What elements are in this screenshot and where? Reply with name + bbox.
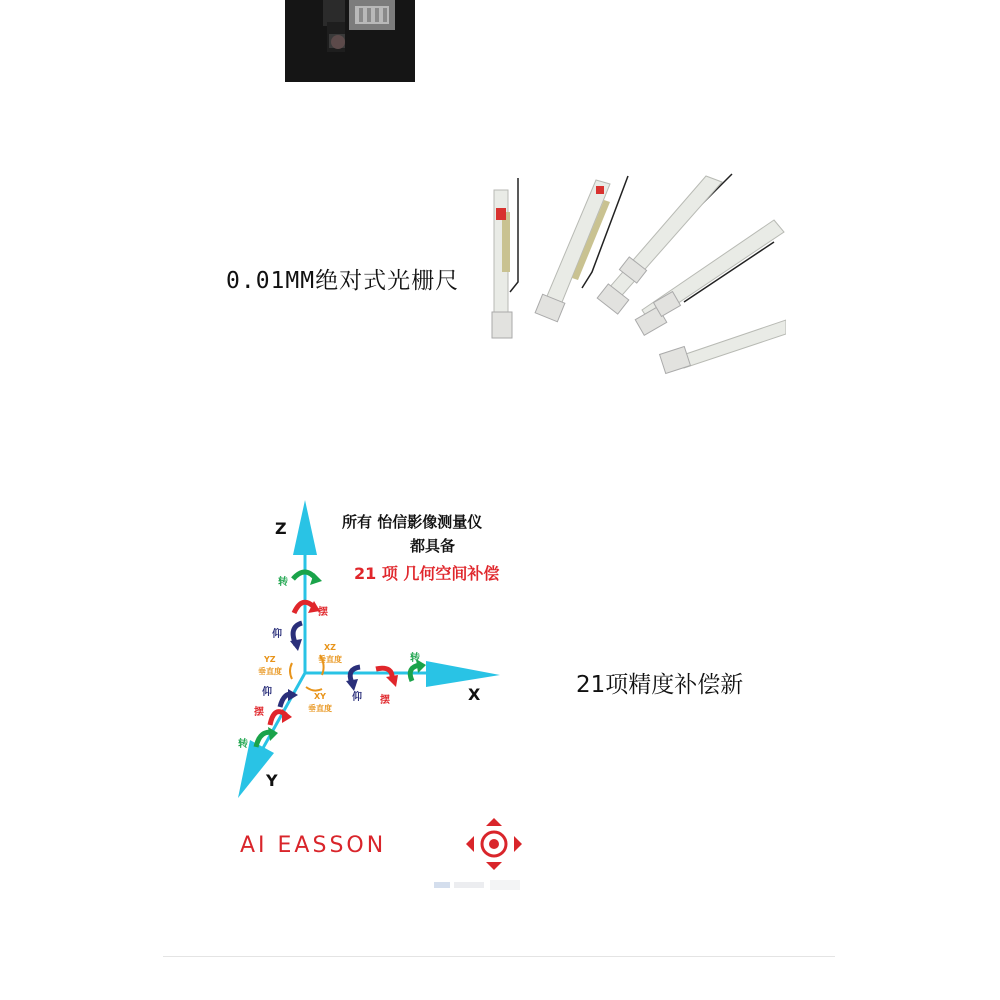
watermark bbox=[430, 876, 530, 894]
z-pitch-label: 仰 bbox=[272, 629, 282, 640]
x-arrow bbox=[426, 661, 500, 687]
x-swing-label: 摆 bbox=[380, 695, 390, 706]
z-axis-label: Z bbox=[275, 519, 287, 538]
grating-ruler-photo bbox=[474, 172, 786, 390]
diagram-header-line2: 都具备 bbox=[410, 537, 456, 555]
xy-perp-label: 垂直度 bbox=[308, 704, 332, 713]
z-swing-label: 摆 bbox=[318, 607, 328, 618]
x-rotate-label: 转 bbox=[410, 653, 420, 664]
xy-label: XY bbox=[314, 692, 326, 701]
y-pitch-label: 仰 bbox=[262, 687, 272, 698]
x-pitch-label: 仰 bbox=[352, 692, 362, 703]
yz-perp-label: 垂直度 bbox=[258, 667, 282, 676]
svg-text:AI EASSON: AI EASSON bbox=[240, 833, 387, 858]
divider bbox=[163, 956, 835, 957]
z-arrow bbox=[293, 500, 317, 555]
diagram-header-line1: 所有 怡信影像测量仪 bbox=[342, 513, 483, 531]
y-rotate-label: 转 bbox=[238, 739, 248, 750]
compensation-caption: 21项精度补偿新 bbox=[576, 672, 744, 698]
xz-perp-label: 垂直度 bbox=[318, 655, 342, 664]
xz-label: XZ bbox=[324, 643, 336, 652]
brand-logo bbox=[240, 816, 525, 872]
y-swing-label: 摆 bbox=[254, 707, 264, 718]
yz-label: YZ bbox=[264, 655, 276, 664]
compensation-diagram bbox=[230, 495, 540, 805]
z-rotate-label: 转 bbox=[278, 577, 288, 588]
camera-photo bbox=[285, 0, 415, 82]
x-axis-label: X bbox=[468, 685, 481, 704]
diagram-header-line3: 21 项 几何空间补偿 bbox=[354, 564, 500, 583]
y-axis-label: Y bbox=[266, 771, 278, 790]
ruler-caption: 0.01MM绝对式光栅尺 bbox=[226, 268, 460, 294]
